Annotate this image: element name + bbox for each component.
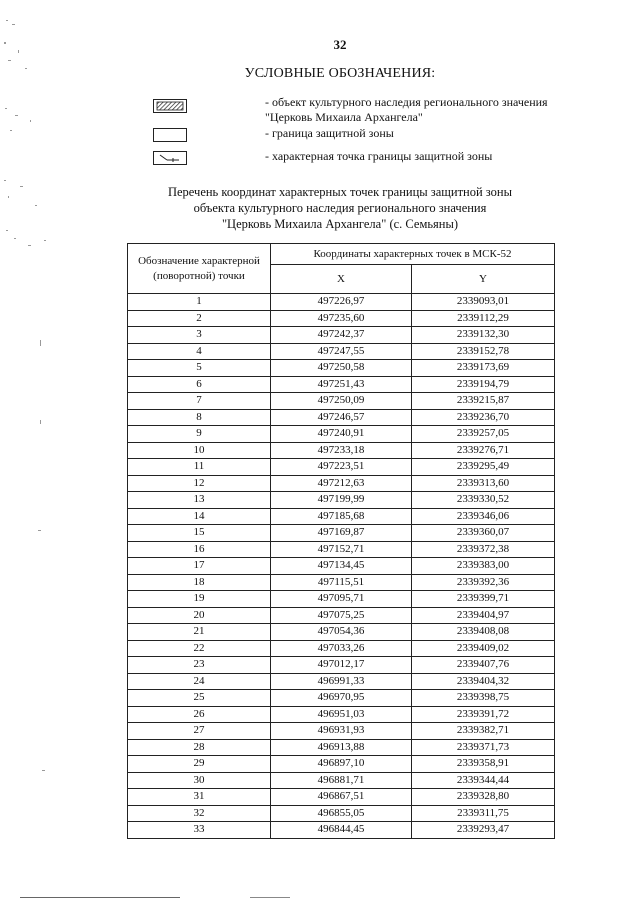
x-coordinate-cell: 497250,58	[271, 360, 412, 377]
boundary-point-icon	[153, 151, 187, 165]
x-coordinate-cell: 497115,51	[271, 574, 412, 591]
table-row	[128, 756, 555, 773]
table-row	[128, 723, 555, 740]
point-number-cell: 20	[128, 607, 271, 624]
x-coordinate-cell: 496897,10	[271, 756, 412, 773]
y-coordinate-cell: 2339404,32	[412, 673, 555, 690]
table-row	[128, 393, 555, 410]
point-number-cell: 22	[128, 640, 271, 657]
point-number-cell: 21	[128, 624, 271, 641]
y-coordinate-cell: 2339346,06	[412, 508, 555, 525]
y-coordinate-cell: 2339112,29	[412, 310, 555, 327]
y-coordinate-cell: 2339382,71	[412, 723, 555, 740]
y-coordinate-cell: 2339409,02	[412, 640, 555, 657]
x-coordinate-cell: 496913,88	[271, 739, 412, 756]
point-number-cell: 13	[128, 492, 271, 509]
x-coordinate-cell: 497185,68	[271, 508, 412, 525]
x-coordinate-cell: 497247,55	[271, 343, 412, 360]
y-coordinate-cell: 2339093,01	[412, 294, 555, 311]
table-row	[128, 327, 555, 344]
intro-line-1: Перечень координат характерных точек границы защитной зоны	[167, 185, 513, 199]
point-number-cell: 19	[128, 591, 271, 608]
x-coordinate-cell: 497033,26	[271, 640, 412, 657]
x-coordinate-cell: 497240,91	[271, 426, 412, 443]
table-row	[128, 541, 555, 558]
y-coordinate-cell: 2339313,60	[412, 475, 555, 492]
y-coordinate-cell: 2339257,05	[412, 426, 555, 443]
point-number-cell: 7	[128, 393, 271, 410]
x-coordinate-cell: 497212,63	[271, 475, 412, 492]
x-coordinate-cell: 496881,71	[271, 772, 412, 789]
legend-text-heritage-object: - объект культурного наследия регионального значения "Церковь Михаила Архангела"	[265, 95, 548, 124]
table-row	[128, 376, 555, 393]
y-coordinate-cell: 2339408,08	[412, 624, 555, 641]
table-row	[128, 360, 555, 377]
bottom-scan-line	[20, 897, 180, 898]
x-coordinate-cell: 497152,71	[271, 541, 412, 558]
y-coordinate-cell: 2339295,49	[412, 459, 555, 476]
table-row	[128, 426, 555, 443]
point-number-cell: 15	[128, 525, 271, 542]
point-number-cell: 23	[128, 657, 271, 674]
table-row	[128, 574, 555, 591]
table-row	[128, 640, 555, 657]
y-coordinate-cell: 2339398,75	[412, 690, 555, 707]
legend-text-protection-boundary: - граница защитной зоны	[265, 126, 394, 140]
boundary-rectangle-icon	[153, 128, 187, 142]
x-coordinate-cell: 497075,25	[271, 607, 412, 624]
point-number-cell: 16	[128, 541, 271, 558]
y-coordinate-cell: 2339173,69	[412, 360, 555, 377]
bottom-scan-line	[250, 897, 290, 898]
x-coordinate-cell: 496867,51	[271, 789, 412, 806]
x-coordinate-cell: 496951,03	[271, 706, 412, 723]
table-row	[128, 657, 555, 674]
x-coordinate-cell: 497054,36	[271, 624, 412, 641]
point-number-cell: 27	[128, 723, 271, 740]
hatched-area-icon	[153, 99, 187, 113]
y-coordinate-cell: 2339358,91	[412, 756, 555, 773]
point-number-cell: 32	[128, 805, 271, 822]
table-row	[128, 673, 555, 690]
y-coordinate-cell: 2339344,44	[412, 772, 555, 789]
x-coordinate-cell: 496931,93	[271, 723, 412, 740]
table-row	[128, 805, 555, 822]
y-coordinate-cell: 2339330,52	[412, 492, 555, 509]
y-coordinate-cell: 2339293,47	[412, 822, 555, 839]
coordinates-list-heading	[130, 184, 550, 232]
point-number-cell: 30	[128, 772, 271, 789]
y-coordinate-cell: 2339391,72	[412, 706, 555, 723]
header-y: Y	[412, 265, 555, 294]
table-row	[128, 475, 555, 492]
point-number-cell: 29	[128, 756, 271, 773]
point-number-cell: 14	[128, 508, 271, 525]
point-number-cell: 26	[128, 706, 271, 723]
table-row	[128, 690, 555, 707]
point-number-cell: 6	[128, 376, 271, 393]
y-coordinate-cell: 2339152,78	[412, 343, 555, 360]
table-row	[128, 591, 555, 608]
y-coordinate-cell: 2339404,97	[412, 607, 555, 624]
table-row	[128, 294, 555, 311]
table-row	[128, 822, 555, 839]
table-row	[128, 789, 555, 806]
legend-text-boundary-point: - характерная точка границы защитной зоны	[265, 149, 493, 163]
point-number-cell: 1	[128, 294, 271, 311]
x-coordinate-cell: 497226,97	[271, 294, 412, 311]
x-coordinate-cell: 497246,57	[271, 409, 412, 426]
x-coordinate-cell: 497095,71	[271, 591, 412, 608]
x-coordinate-cell: 497012,17	[271, 657, 412, 674]
y-coordinate-cell: 2339360,07	[412, 525, 555, 542]
header-coordinates: Координаты характерных точек в МСК-52	[271, 244, 555, 265]
intro-line-2: объекта культурного наследия регионального значения	[193, 201, 487, 215]
x-coordinate-cell: 496991,33	[271, 673, 412, 690]
x-coordinate-cell: 497169,87	[271, 525, 412, 542]
y-coordinate-cell: 2339276,71	[412, 442, 555, 459]
point-number-cell: 31	[128, 789, 271, 806]
point-number-cell: 10	[128, 442, 271, 459]
y-coordinate-cell: 2339407,76	[412, 657, 555, 674]
y-coordinate-cell: 2339383,00	[412, 558, 555, 575]
point-number-cell: 9	[128, 426, 271, 443]
y-coordinate-cell: 2339311,75	[412, 805, 555, 822]
point-number-cell: 18	[128, 574, 271, 591]
table-row	[128, 706, 555, 723]
table-row	[128, 310, 555, 327]
y-coordinate-cell: 2339392,36	[412, 574, 555, 591]
page-number: 32	[333, 37, 347, 52]
x-coordinate-cell: 497134,45	[271, 558, 412, 575]
coordinates-table	[127, 243, 555, 839]
x-coordinate-cell: 497223,51	[271, 459, 412, 476]
x-coordinate-cell: 496855,05	[271, 805, 412, 822]
intro-line-3: "Церковь Михаила Архангела" (с. Семьяны)	[221, 217, 459, 231]
legend-title: УСЛОВНЫЕ ОБОЗНАЧЕНИЯ:	[244, 66, 436, 81]
x-coordinate-cell: 497233,18	[271, 442, 412, 459]
table-row	[128, 459, 555, 476]
header-point-name: Обозначение характерной (поворотной) точки	[128, 244, 271, 294]
legend-item-boundary-point	[0, 149, 640, 185]
table-row	[128, 624, 555, 641]
y-coordinate-cell: 2339371,73	[412, 739, 555, 756]
x-coordinate-cell: 497235,60	[271, 310, 412, 327]
point-number-cell: 2	[128, 310, 271, 327]
y-coordinate-cell: 2339132,30	[412, 327, 555, 344]
point-number-cell: 8	[128, 409, 271, 426]
point-number-cell: 4	[128, 343, 271, 360]
y-coordinate-cell: 2339236,70	[412, 409, 555, 426]
x-coordinate-cell: 496844,45	[271, 822, 412, 839]
point-number-cell: 17	[128, 558, 271, 575]
header-x: X	[271, 265, 412, 294]
y-coordinate-cell: 2339328,80	[412, 789, 555, 806]
point-number-cell: 11	[128, 459, 271, 476]
table-row	[128, 442, 555, 459]
x-coordinate-cell: 496970,95	[271, 690, 412, 707]
table-row	[128, 607, 555, 624]
point-number-cell: 24	[128, 673, 271, 690]
table-row	[128, 772, 555, 789]
y-coordinate-cell: 2339372,38	[412, 541, 555, 558]
x-coordinate-cell: 497250,09	[271, 393, 412, 410]
point-number-cell: 28	[128, 739, 271, 756]
point-number-cell: 12	[128, 475, 271, 492]
x-coordinate-cell: 497199,99	[271, 492, 412, 509]
table-row	[128, 492, 555, 509]
point-number-cell: 33	[128, 822, 271, 839]
y-coordinate-cell: 2339194,79	[412, 376, 555, 393]
table-row	[128, 525, 555, 542]
x-coordinate-cell: 497242,37	[271, 327, 412, 344]
point-number-cell: 25	[128, 690, 271, 707]
table-row	[128, 343, 555, 360]
x-coordinate-cell: 497251,43	[271, 376, 412, 393]
y-coordinate-cell: 2339399,71	[412, 591, 555, 608]
table-row	[128, 739, 555, 756]
y-coordinate-cell: 2339215,87	[412, 393, 555, 410]
table-row	[128, 409, 555, 426]
table-body	[128, 294, 555, 839]
table-row	[128, 558, 555, 575]
point-number-cell: 5	[128, 360, 271, 377]
point-number-cell: 3	[128, 327, 271, 344]
table-row	[128, 508, 555, 525]
